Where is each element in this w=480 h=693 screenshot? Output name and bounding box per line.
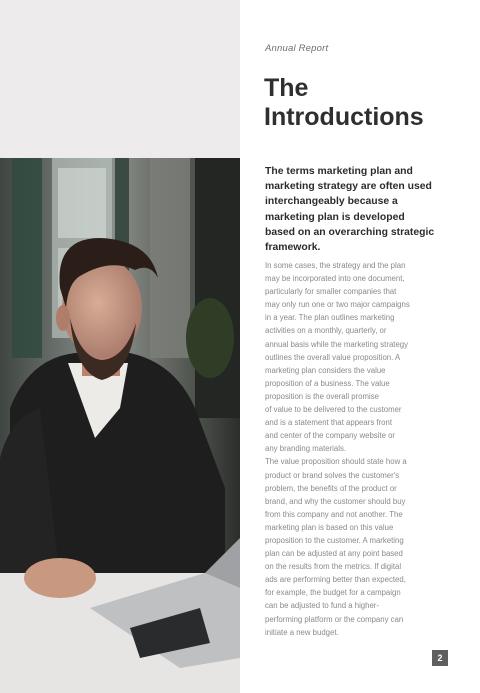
body-line: performing platform or the company can [265,614,404,624]
body-line: outlines the overall value proposition. A [265,352,401,362]
body-line: In some cases, the strategy and the plan [265,261,406,270]
top-left-panel [0,0,240,158]
man-at-laptop-photo [0,158,240,693]
body-line: annual basis while the marketing strategy [265,339,409,349]
body-line: brand, and why the customer should buy [265,496,406,506]
body-line: activities on a monthly, quarterly, or [265,326,387,336]
body-line: in a year. The plan outlines marketing [265,313,395,323]
body-line: may be incorporated into one document, [265,274,405,284]
lead-line: marketing plan is developed [265,211,405,223]
lead-paragraph [265,164,465,255]
body-line: may only run one or two major campaigns [265,300,410,310]
page-number-badge: 2 [432,650,448,666]
body-line: any branding materials. [265,444,347,454]
body-line: from this company and not another. The [265,509,403,519]
body-line: and is a statement that appears front [265,418,392,428]
body-line: of value to be delivered to the customer [265,405,402,415]
body-line: initiate a new budget. [265,627,339,637]
body-line: The value proposition should state how a [265,457,407,467]
body-line: proposition to the customer. A marketing [265,535,404,545]
body-line: proposition of a business. The value [265,378,390,388]
body-line: for example, the budget for a campaign [265,588,401,598]
page-title [264,74,464,132]
body-line: ads are performing better than expected, [265,575,406,585]
body-line: proposition is the overall promise [265,391,379,401]
lead-line: framework. [265,242,321,254]
lead-line: The terms marketing plan and [265,166,413,177]
body-line: particularly for smaller companies that [265,287,397,297]
lead-line: interchangeably because a [265,196,398,208]
body-line: product or brand solves the customer's [265,470,400,480]
title-line-1: The [264,74,309,102]
body-text [265,259,465,639]
body-line: on the results from the metrics. If digital [265,562,402,572]
body-line: and center of the company website or [265,431,396,441]
body-line: problem, the benefits of the product or [265,483,397,493]
lead-line: marketing strategy are often used [265,181,432,193]
body-line: can be adjusted to fund a higher- [265,601,380,611]
body-line: marketing plan is based on this value [265,522,394,532]
report-label: Annual Report [265,43,329,54]
body-line: marketing plan considers the value [265,365,386,375]
lead-line: based on an overarching strategic [265,226,435,238]
title-line-2: Introductions [264,103,424,131]
body-line: plan can be adjusted at any point based [265,549,403,559]
